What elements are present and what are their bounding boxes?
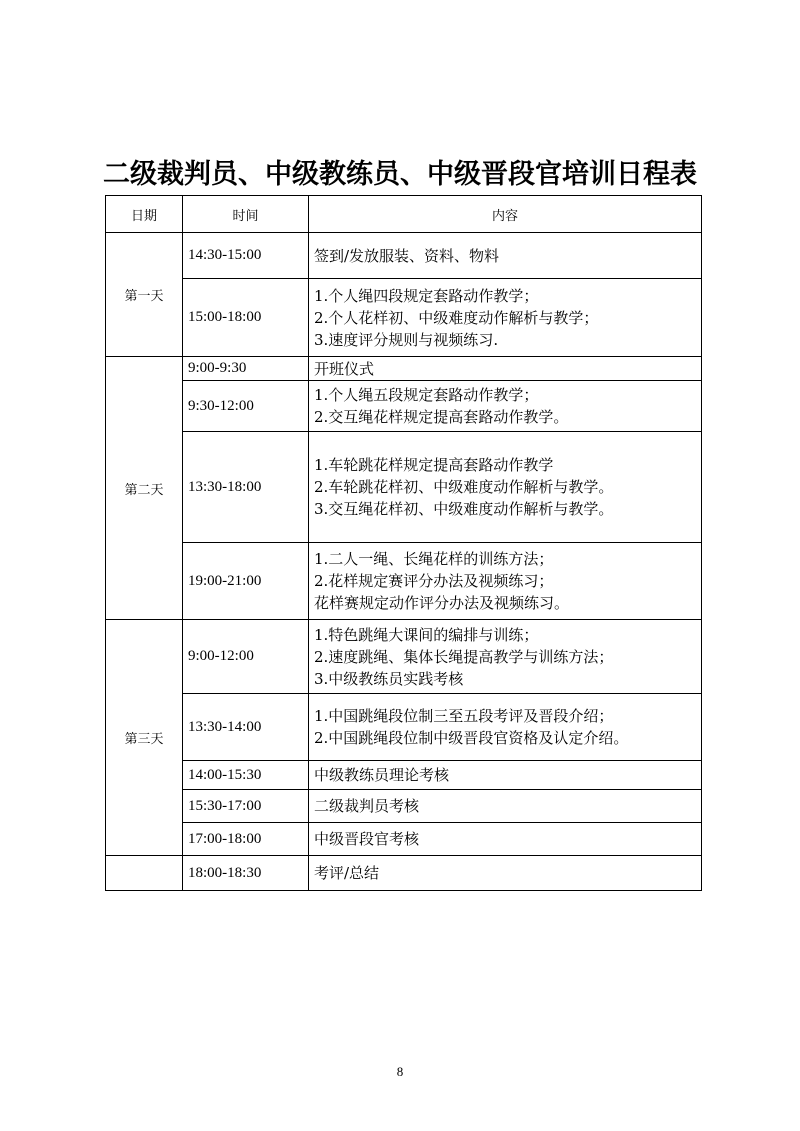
- day-label: 第一天: [106, 233, 183, 357]
- content-line: 3.中级教练员实践考核: [314, 669, 464, 688]
- time-cell: 19:00-21:00: [183, 543, 309, 620]
- content-line: 1.个人绳四段规定套路动作教学；: [314, 286, 539, 305]
- content-line: 1.二人一绳、长绳花样的训练方法；: [314, 550, 554, 568]
- content-line: 开班仪式: [314, 359, 375, 378]
- schedule-table: [105, 195, 702, 891]
- content-cell: [309, 856, 702, 891]
- header-date: 日期: [106, 196, 183, 233]
- header-time: 时间: [183, 196, 309, 233]
- content-line: 2.交互绳花样规定提高套路动作教学。: [314, 408, 569, 426]
- table-row: [106, 856, 702, 891]
- content-line: 1.车轮跳花样规定提高套路动作教学: [314, 456, 554, 474]
- content-line: 2.个人花样初、中级难度动作解析与教学；: [314, 308, 599, 327]
- time-cell: 17:00-18:00: [183, 823, 309, 856]
- content-line: 3.速度评分规则与视频练习.: [314, 330, 499, 349]
- time-cell: 9:00-12:00: [183, 620, 309, 694]
- day-label: [106, 856, 183, 891]
- content-line: 签到/发放服装、资料、物料: [314, 246, 500, 265]
- time-cell: 14:30-15:00: [183, 233, 309, 279]
- table-row: [106, 790, 702, 823]
- content-line: 花样赛规定动作评分办法及视频练习。: [314, 594, 570, 612]
- table-row: [106, 620, 702, 694]
- content-cell: [309, 357, 702, 381]
- table-row: [106, 823, 702, 856]
- content-cell: [309, 279, 702, 357]
- table-row: [106, 279, 702, 357]
- content-line: 2.车轮跳花样初、中级难度动作解析与教学。: [314, 478, 614, 496]
- time-cell: 9:30-12:00: [183, 381, 309, 432]
- content-line: 2.中国跳绳段位制中级晋段官资格及认定介绍。: [314, 729, 629, 747]
- day-label: 第三天: [106, 620, 183, 856]
- day-label: 第二天: [106, 357, 183, 620]
- table-row: [106, 233, 702, 279]
- table-row: [106, 543, 702, 620]
- time-cell: 13:30-18:00: [183, 432, 309, 543]
- table-row: [106, 432, 702, 543]
- content-line: 2.速度跳绳、集体长绳提高教学与训练方法；: [314, 647, 614, 666]
- content-cell: [309, 823, 702, 856]
- content-line: 1.个人绳五段规定套路动作教学；: [314, 386, 539, 404]
- table-row: [106, 381, 702, 432]
- time-cell: 15:00-18:00: [183, 279, 309, 357]
- content-line: 1.特色跳绳大课间的编排与训练；: [314, 625, 539, 644]
- content-cell: [309, 620, 702, 694]
- page-title: 二级裁判员、中级教练员、中级晋段官培训日程表: [103, 159, 697, 190]
- header-row: [106, 196, 702, 233]
- content-cell: [309, 761, 702, 790]
- table-row: [106, 694, 702, 761]
- header-content: 内容: [309, 196, 702, 233]
- content-cell: [309, 381, 702, 432]
- content-cell: [309, 694, 702, 761]
- time-cell: 9:00-9:30: [183, 357, 309, 381]
- time-cell: 15:30-17:00: [183, 790, 309, 823]
- content-line: 二级裁判员考核: [314, 797, 420, 815]
- table-row: [106, 357, 702, 381]
- content-line: 考评/总结: [314, 864, 380, 882]
- content-line: 中级晋段官考核: [314, 830, 420, 848]
- content-line: 中级教练员理论考核: [314, 766, 450, 784]
- content-line: 3.交互绳花样初、中级难度动作解析与教学。: [314, 500, 614, 518]
- time-cell: 14:00-15:30: [183, 761, 309, 790]
- table-row: [106, 761, 702, 790]
- content-cell: [309, 432, 702, 543]
- content-cell: [309, 543, 702, 620]
- page-number: 8: [396, 1064, 404, 1079]
- time-cell: 13:30-14:00: [183, 694, 309, 761]
- content-cell: [309, 233, 702, 279]
- content-line: 1.中国跳绳段位制三至五段考评及晋段介绍；: [314, 707, 614, 725]
- content-cell: [309, 790, 702, 823]
- content-line: 2.花样规定赛评分办法及视频练习；: [314, 572, 554, 590]
- time-cell: 18:00-18:30: [183, 856, 309, 891]
